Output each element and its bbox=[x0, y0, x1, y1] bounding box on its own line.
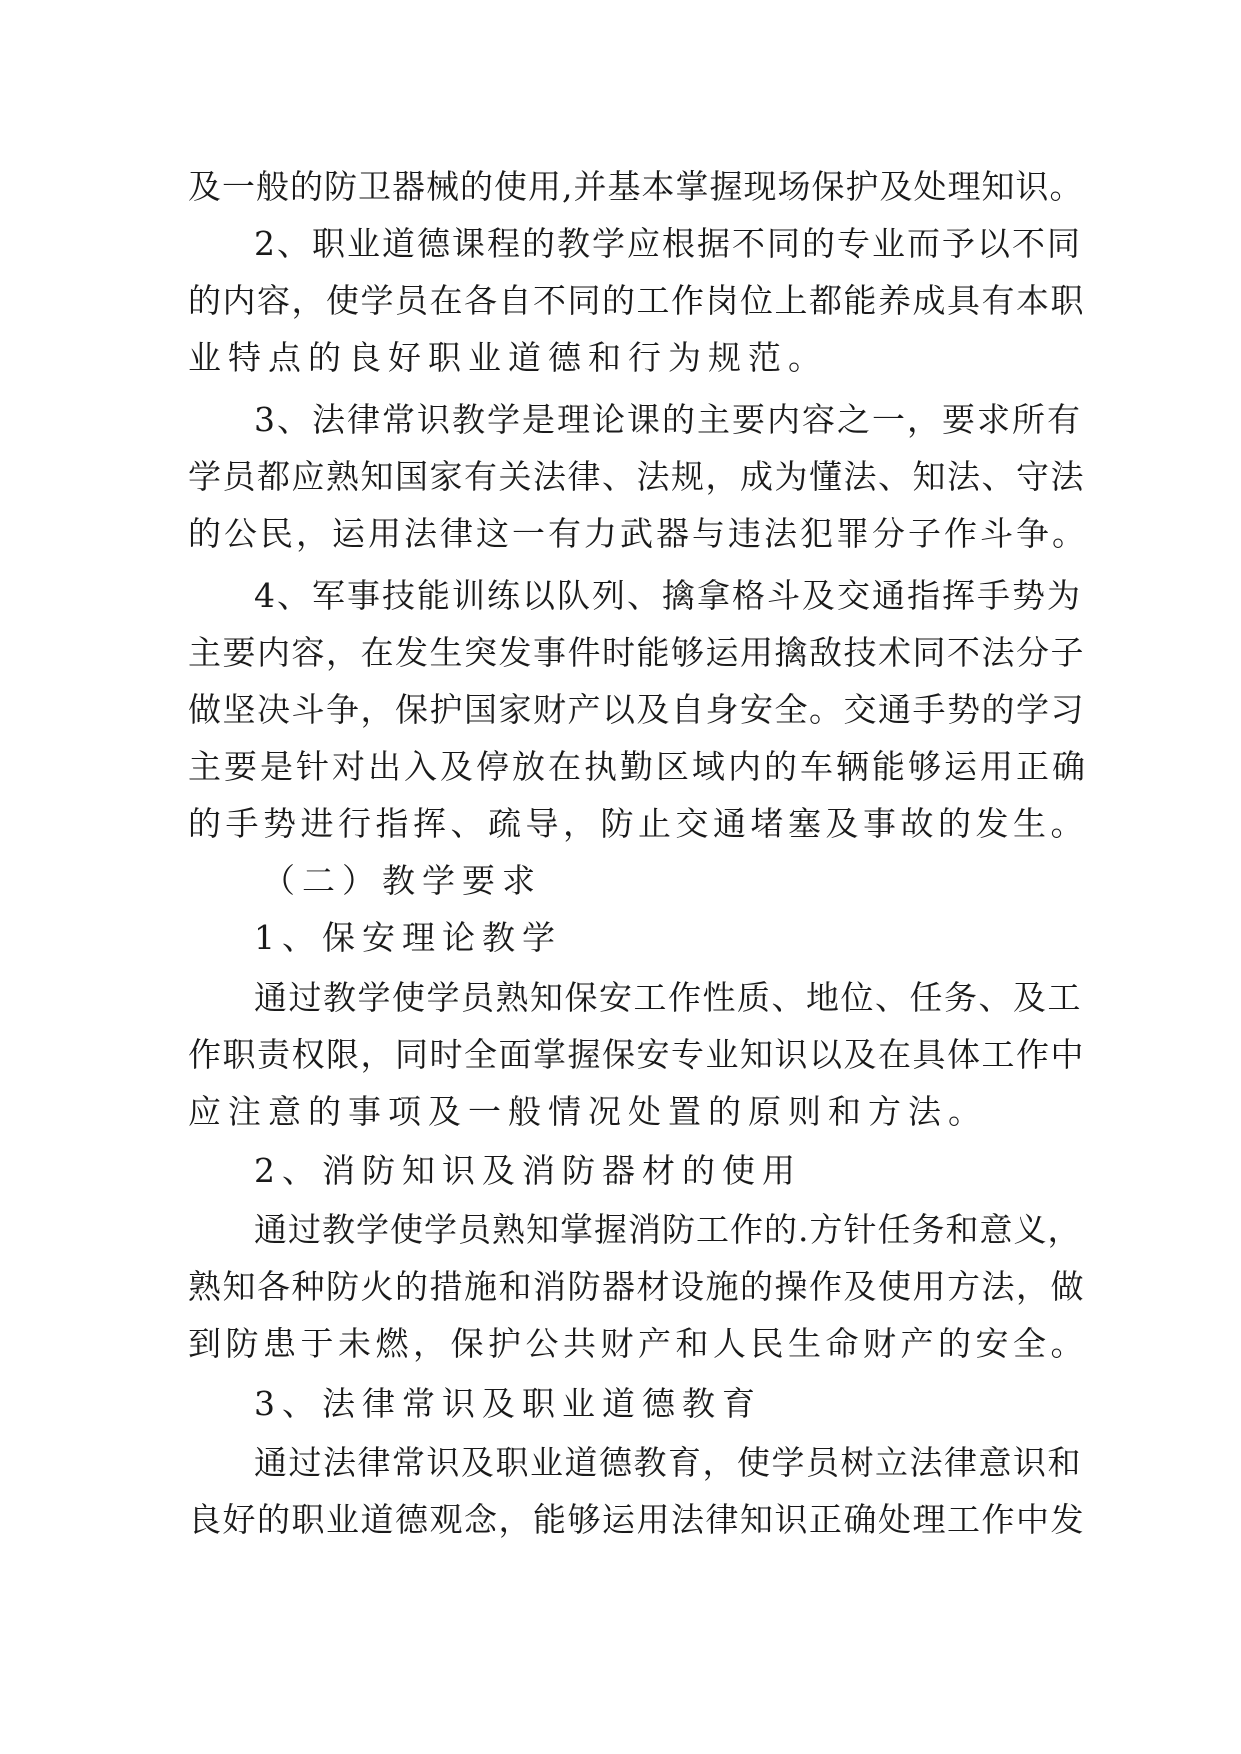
text-line: 的公民，运用法律这一有力武器与违法犯罪分子作斗争。 bbox=[188, 514, 1088, 553]
text-line: 做坚决斗争，保护国家财产以及自身安全。交通手势的学习 bbox=[188, 690, 1085, 729]
text-line: 3、法律常识教学是理论课的主要内容之一，要求所有 bbox=[254, 400, 1082, 439]
text-line: 到防患于未燃，保护公共财产和人民生命财产的安全。 bbox=[188, 1324, 1088, 1363]
subsection-heading: 2、消防知识及消防器材的使用 bbox=[254, 1151, 802, 1190]
text-line: 2、职业道德课程的教学应根据不同的专业而予以不同 bbox=[254, 224, 1082, 263]
text-line: 应注意的事项及一般情况处置的原则和方法。 bbox=[188, 1092, 988, 1131]
text-line: 熟知各种防火的措施和消防器材设施的操作及使用方法，做 bbox=[188, 1267, 1085, 1306]
text-line: 学员都应熟知国家有关法律、法规，成为懂法、知法、守法 bbox=[188, 457, 1085, 496]
text-line: 主要是针对出入及停放在执勤区域内的车辆能够运用正确 bbox=[188, 747, 1088, 786]
subsection-heading: 3、法律常识及职业道德教育 bbox=[254, 1384, 762, 1423]
text-line: 业特点的良好职业道德和行为规范。 bbox=[188, 338, 828, 377]
subsection-heading: 1、保安理论教学 bbox=[254, 918, 562, 957]
text-line: 主要内容，在发生突发事件时能够运用擒敌技术同不法分子 bbox=[188, 633, 1085, 672]
text-line: 及一般的防卫器械的使用,并基本掌握现场保护及处理知识。 bbox=[188, 167, 1084, 206]
text-line: 良好的职业道德观念，能够运用法律知识正确处理工作中发 bbox=[188, 1500, 1085, 1539]
text-line: 通过教学使学员熟知掌握消防工作的.方针任务和意义， bbox=[254, 1210, 1082, 1249]
section-heading: （二）教学要求 bbox=[262, 861, 542, 900]
text-line: 的手势进行指挥、疏导，防止交通堵塞及事故的发生。 bbox=[188, 804, 1088, 843]
text-line: 作职责权限，同时全面掌握保安专业知识以及在具体工作中 bbox=[188, 1035, 1085, 1074]
text-line: 的内容，使学员在各自不同的工作岗位上都能养成具有本职 bbox=[188, 281, 1085, 320]
text-line: 4、军事技能训练以队列、擒拿格斗及交通指挥手势为 bbox=[254, 576, 1082, 615]
text-line: 通过教学使学员熟知保安工作性质、地位、任务、及工 bbox=[254, 978, 1082, 1017]
text-line: 通过法律常识及职业道德教育，使学员树立法律意识和 bbox=[254, 1443, 1082, 1482]
